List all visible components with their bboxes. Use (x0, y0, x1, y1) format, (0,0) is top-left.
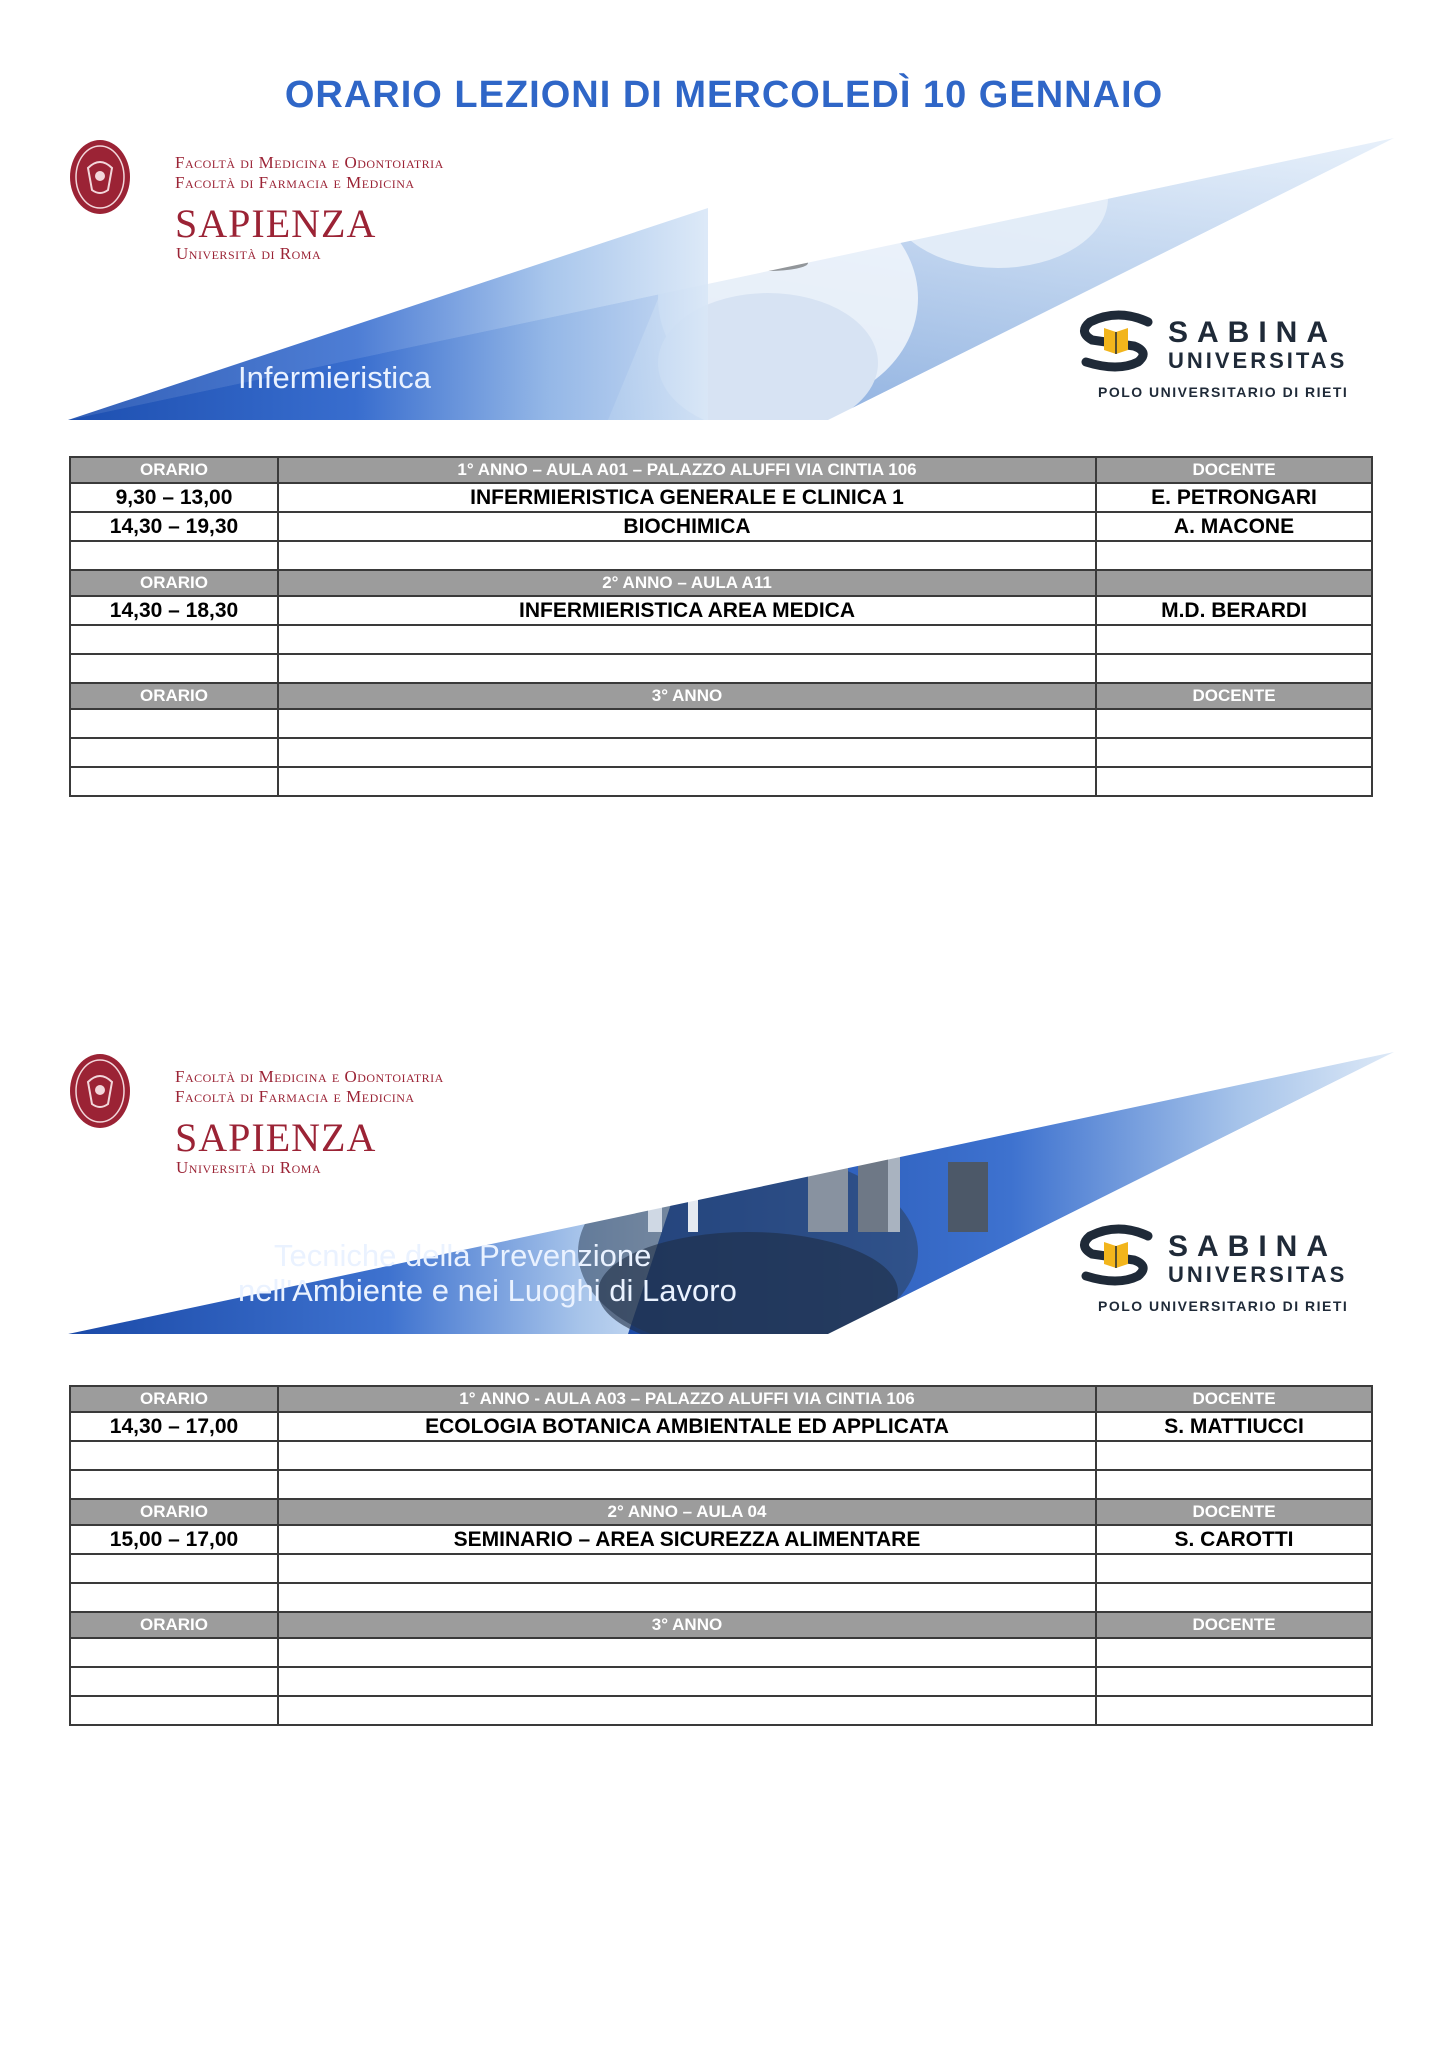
time-cell (70, 1470, 278, 1499)
teacher-cell (1096, 1470, 1372, 1499)
subject-cell (278, 654, 1096, 683)
time-cell: 14,30 – 18,30 (70, 596, 278, 625)
subject-cell (278, 1583, 1096, 1612)
header-cell: DOCENTE (1096, 1499, 1372, 1525)
faculty-line-2: Facoltà di Farmacia e Medicina (175, 1087, 415, 1106)
sabina-book-icon (1078, 310, 1154, 374)
time-cell: 14,30 – 17,00 (70, 1412, 278, 1441)
subject-cell: ECOLOGIA BOTANICA AMBIENTALE ED APPLICATA (278, 1412, 1096, 1441)
course-title-line-2: nell'Ambiente e nei Luoghi di Lavoro (238, 1273, 737, 1308)
partner-subtitle: UNIVERSITAS (1168, 1262, 1348, 1287)
time-cell (70, 709, 278, 738)
teacher-cell (1096, 1554, 1372, 1583)
time-cell (70, 625, 278, 654)
table-row (70, 709, 1372, 738)
sapienza-seal-icon (68, 1052, 132, 1130)
header-cell: 1° ANNO - AULA A03 – PALAZZO ALUFFI VIA CINTIA 106 (278, 1386, 1096, 1412)
header-cell: 3° ANNO (278, 683, 1096, 709)
table-header-row (70, 1386, 1372, 1412)
table-row (70, 1583, 1372, 1612)
subject-cell (278, 541, 1096, 570)
header-cell: ORARIO (70, 1386, 278, 1412)
partner-tagline: POLO UNIVERSITARIO DI RIETI (1098, 384, 1349, 400)
teacher-cell (1096, 625, 1372, 654)
table-row (70, 541, 1372, 570)
course-title-line-1: Infermieristica (238, 360, 431, 395)
header-cell: ORARIO (70, 570, 278, 596)
subject-cell (278, 1696, 1096, 1725)
university-subtitle: Università di Roma (176, 1158, 322, 1177)
teacher-cell (1096, 1667, 1372, 1696)
header-cell (1096, 570, 1372, 596)
header-cell: DOCENTE (1096, 683, 1372, 709)
table-row (70, 483, 1372, 512)
faculty-lines (175, 153, 444, 193)
sabina-universitas-logo (1078, 1224, 1378, 1314)
teacher-cell (1096, 738, 1372, 767)
time-cell (70, 1667, 278, 1696)
header-cell: ORARIO (70, 457, 278, 483)
teacher-cell (1096, 654, 1372, 683)
subject-cell (278, 1554, 1096, 1583)
teacher-cell: M.D. BERARDI (1096, 596, 1372, 625)
partner-name: SABINA (1168, 316, 1338, 349)
header-cell: ORARIO (70, 1499, 278, 1525)
time-cell: 14,30 – 19,30 (70, 512, 278, 541)
header-cell: DOCENTE (1096, 1612, 1372, 1638)
university-subtitle: Università di Roma (176, 244, 322, 263)
time-cell: 15,00 – 17,00 (70, 1525, 278, 1554)
header-cell: ORARIO (70, 683, 278, 709)
time-cell (70, 767, 278, 796)
subject-cell: BIOCHIMICA (278, 512, 1096, 541)
partner-subtitle: UNIVERSITAS (1168, 348, 1348, 373)
table-header-row (70, 457, 1372, 483)
teacher-cell (1096, 1583, 1372, 1612)
table-header-row (70, 570, 1372, 596)
header-cell: 1° ANNO – AULA A01 – PALAZZO ALUFFI VIA CINTIA 106 (278, 457, 1096, 483)
table-row (70, 512, 1372, 541)
subject-cell (278, 709, 1096, 738)
time-cell (70, 738, 278, 767)
sapienza-seal-icon (68, 138, 132, 216)
table-row (70, 738, 1372, 767)
table-row (70, 596, 1372, 625)
partner-name: SABINA (1168, 1230, 1338, 1263)
banner-tecniche-prevenzione (68, 1052, 1394, 1334)
header-cell: DOCENTE (1096, 1386, 1372, 1412)
subject-cell: INFERMIERISTICA GENERALE E CLINICA 1 (278, 483, 1096, 512)
university-name: SAPIENZA (175, 201, 377, 246)
table-row (70, 1638, 1372, 1667)
faculty-lines (175, 1067, 444, 1107)
time-cell (70, 1696, 278, 1725)
schedule-table-infermieristica (69, 456, 1373, 797)
time-cell (70, 1441, 278, 1470)
subject-cell: INFERMIERISTICA AREA MEDICA (278, 596, 1096, 625)
table-row (70, 1412, 1372, 1441)
table-row (70, 654, 1372, 683)
sabina-book-icon (1078, 1224, 1154, 1288)
partner-tagline: POLO UNIVERSITARIO DI RIETI (1098, 1298, 1349, 1314)
time-cell (70, 541, 278, 570)
schedule-table-tecniche-prevenzione (69, 1385, 1373, 1726)
course-title-line-1: Tecniche della Prevenzione (274, 1238, 652, 1273)
subject-cell (278, 1470, 1096, 1499)
header-cell: 2° ANNO – AULA A11 (278, 570, 1096, 596)
banner-infermieristica (68, 138, 1394, 420)
subject-cell: SEMINARIO – AREA SICUREZZA ALIMENTARE (278, 1525, 1096, 1554)
time-cell: 9,30 – 13,00 (70, 483, 278, 512)
header-cell: 3° ANNO (278, 1612, 1096, 1638)
university-name: SAPIENZA (175, 1115, 377, 1160)
table-row (70, 1667, 1372, 1696)
table-header-row (70, 683, 1372, 709)
page-title: ORARIO LEZIONI DI MERCOLEDÌ 10 GENNAIO (284, 74, 1164, 116)
header-cell: DOCENTE (1096, 457, 1372, 483)
teacher-cell: S. CAROTTI (1096, 1525, 1372, 1554)
table-header-row (70, 1612, 1372, 1638)
faculty-line-2: Facoltà di Farmacia e Medicina (175, 173, 415, 192)
time-cell (70, 1554, 278, 1583)
time-cell (70, 1583, 278, 1612)
subject-cell (278, 1667, 1096, 1696)
time-cell (70, 1638, 278, 1667)
subject-cell (278, 625, 1096, 654)
sabina-universitas-logo (1078, 310, 1378, 400)
faculty-line-1: Facoltà di Medicina e Odontoiatria (175, 153, 444, 172)
subject-cell (278, 1638, 1096, 1667)
subject-cell (278, 738, 1096, 767)
time-cell (70, 654, 278, 683)
table-row (70, 1470, 1372, 1499)
header-cell: 2° ANNO – AULA 04 (278, 1499, 1096, 1525)
table-row (70, 767, 1372, 796)
teacher-cell: S. MATTIUCCI (1096, 1412, 1372, 1441)
table-row (70, 1525, 1372, 1554)
teacher-cell: E. PETRONGARI (1096, 483, 1372, 512)
course-title (238, 1238, 737, 1308)
teacher-cell (1096, 1696, 1372, 1725)
faculty-line-1: Facoltà di Medicina e Odontoiatria (175, 1067, 444, 1086)
table-row (70, 625, 1372, 654)
teacher-cell (1096, 541, 1372, 570)
subject-cell (278, 1441, 1096, 1470)
table-row (70, 1696, 1372, 1725)
teacher-cell (1096, 1441, 1372, 1470)
table-header-row (70, 1499, 1372, 1525)
header-cell: ORARIO (70, 1612, 278, 1638)
course-title (238, 360, 431, 395)
subject-cell (278, 767, 1096, 796)
teacher-cell: A. MACONE (1096, 512, 1372, 541)
teacher-cell (1096, 709, 1372, 738)
teacher-cell (1096, 767, 1372, 796)
teacher-cell (1096, 1638, 1372, 1667)
table-row (70, 1441, 1372, 1470)
table-row (70, 1554, 1372, 1583)
